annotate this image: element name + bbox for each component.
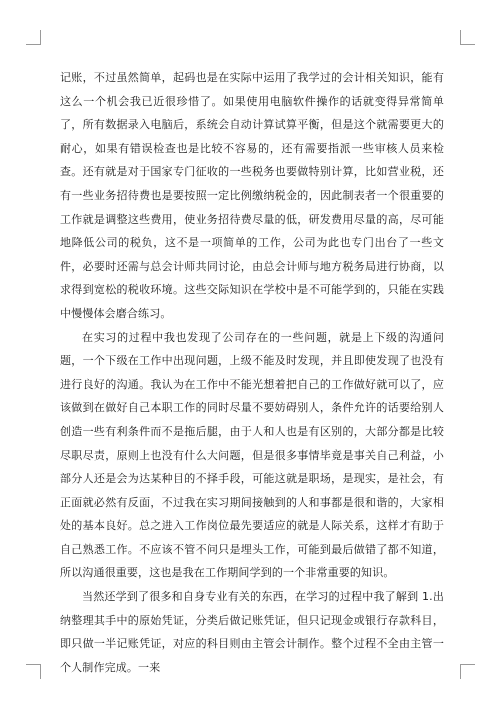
- paragraph-1: 记账，不过虽然简单，起码也是在实际中运用了我学过的会计相关知识，能有这么一个机会我已近很珍惜了。如果使用电脑软件操作的话就变得异常简单了，所有数据录入电脑后，系统会自动计算试算平衡，但是这个就需要更大的耐心，如果有错误检查也是比较不容易的，还有需要指派一些审核人员来检查。还有就是对于国家专门征收的一些税务也要做特别计算，比如营业税，还有一些业务招待费也是要按照一定比例缴纳税金的，因此制表者一个很重要的工作就是调整这些费用，使业务招待费尽量的低，研发费用尽量的高，尽可能地降低公司的税负，这不是一项简单的工作，公司为此也专门出台了一些文件，必要时还需与总会计师共同讨论，由总会计师与地方税务局进行协商，以求得到宽松的税收环境。这些交际知识在学校中是不可能学到的，只能在实践中慢慢体会磨合练习。: [60, 71, 444, 320]
- crop-mark-top-right: [460, 30, 475, 45]
- document-body: [60, 66, 444, 679]
- crop-mark-top-left: [26, 30, 41, 45]
- paragraph-3: 当然还学到了很多和自身专业有关的东西，在学习的过程中我了解到 1.出纳整理其手中的原始凭证，分类后做记账凭证，但只记现金或银行存款科目，即只做一半记账凭证，对应的科目则由主管会计制作。整个过程不全由主管一个人制作完成。一来: [60, 590, 444, 674]
- crop-mark-bottom-right: [460, 664, 475, 679]
- crop-mark-bottom-left: [26, 664, 41, 679]
- paragraph-2: 在实习的过程中我也发现了公司存在的一些问题，就是上下级的沟通问题，一个下级在工作中出现问题，上级不能及时发现，并且即使发现了也没有进行良好的沟通。我认为在工作中不能光想着把自己的工作做好就可以了，应该做到在做好自己本职工作的同时尽量不要妨碍别人，条件允许的话要给别人创造一些有利条件而不是拖后腿，由于人和人也是有区别的，大部分都是比较尽职尽责，原则上也没有什么大问题，但是很多事情毕竟是事关自己利益，小部分人还是会为达某种目的不择手段，可能这就是职场，是现实，是社会，有正面就必然有反面，不过我在实习期间接触到的人和事都是很和谐的，大家相处的基本良好。总之进入工作岗位最先要适应的就是人际关系，这样才有助于自己熟悉工作。不应该不管不问只是埋头工作，可能到最后做错了都不知道，所以沟通很重要，这也是我在工作期间学到的一个非常重要的知识。: [60, 330, 444, 580]
